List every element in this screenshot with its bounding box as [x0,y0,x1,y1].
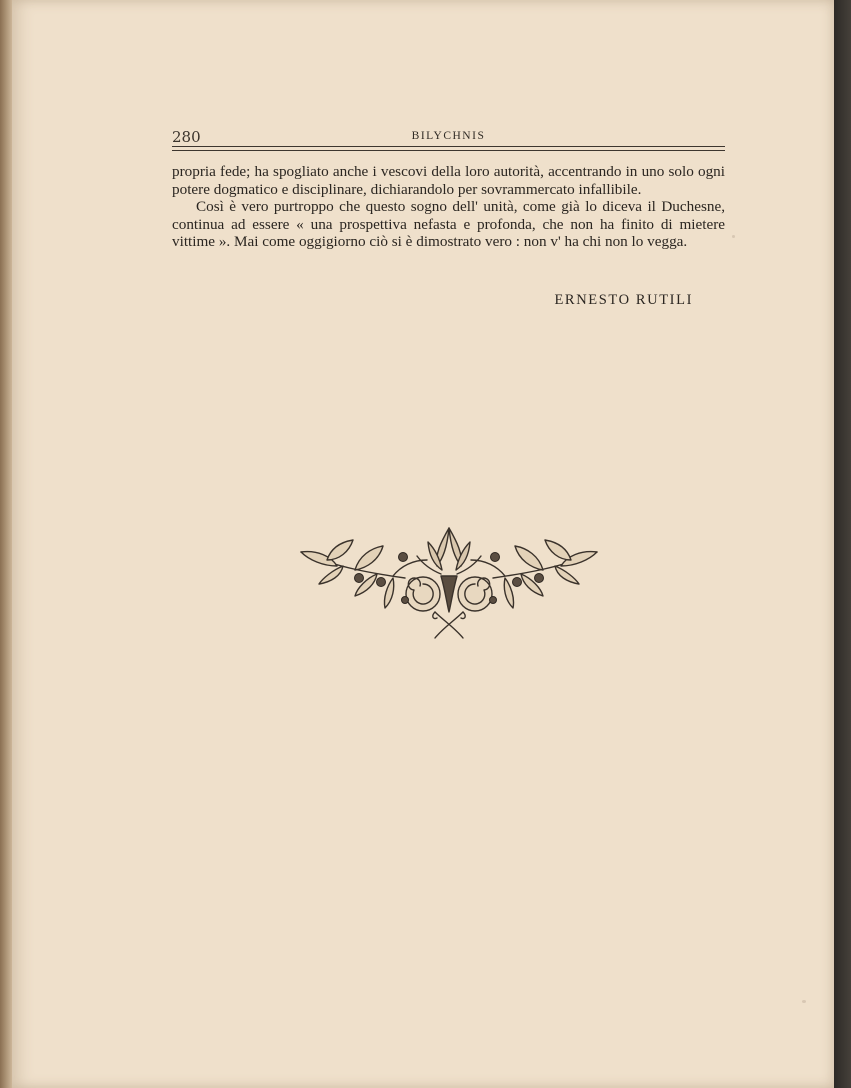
paper-blemish [732,235,735,238]
paper-blemish [802,1000,806,1003]
floral-tailpiece-ornament-icon [297,520,602,648]
running-title: BILYCHNIS [411,130,486,142]
header-rule-double [172,150,725,151]
page-number: 280 [172,128,201,146]
right-page-edge [834,0,851,1088]
body-text [172,163,725,251]
header-rule [172,146,725,147]
paragraph-continuation: propria fede; ha spogliato anche i vescovi della loro autorità, accentrando in uno solo ogni potere dogmatico e disciplinare, dichiarandolo per sovrammercato infallibile. [172,163,725,198]
author-signature: ERNESTO RUTILI [554,292,693,308]
paragraph-closing: Così è vero purtroppo che questo sogno dell' unità, come già lo diceva il Duchesne, continua ad essere « una prospettiva nefasta e profonda, che non ha finito di mietere vittime ». Mai come oggigiorno ciò si è dimostrato vero : non v' ha chi non lo vegga. [172,198,725,250]
page-header [172,126,725,156]
